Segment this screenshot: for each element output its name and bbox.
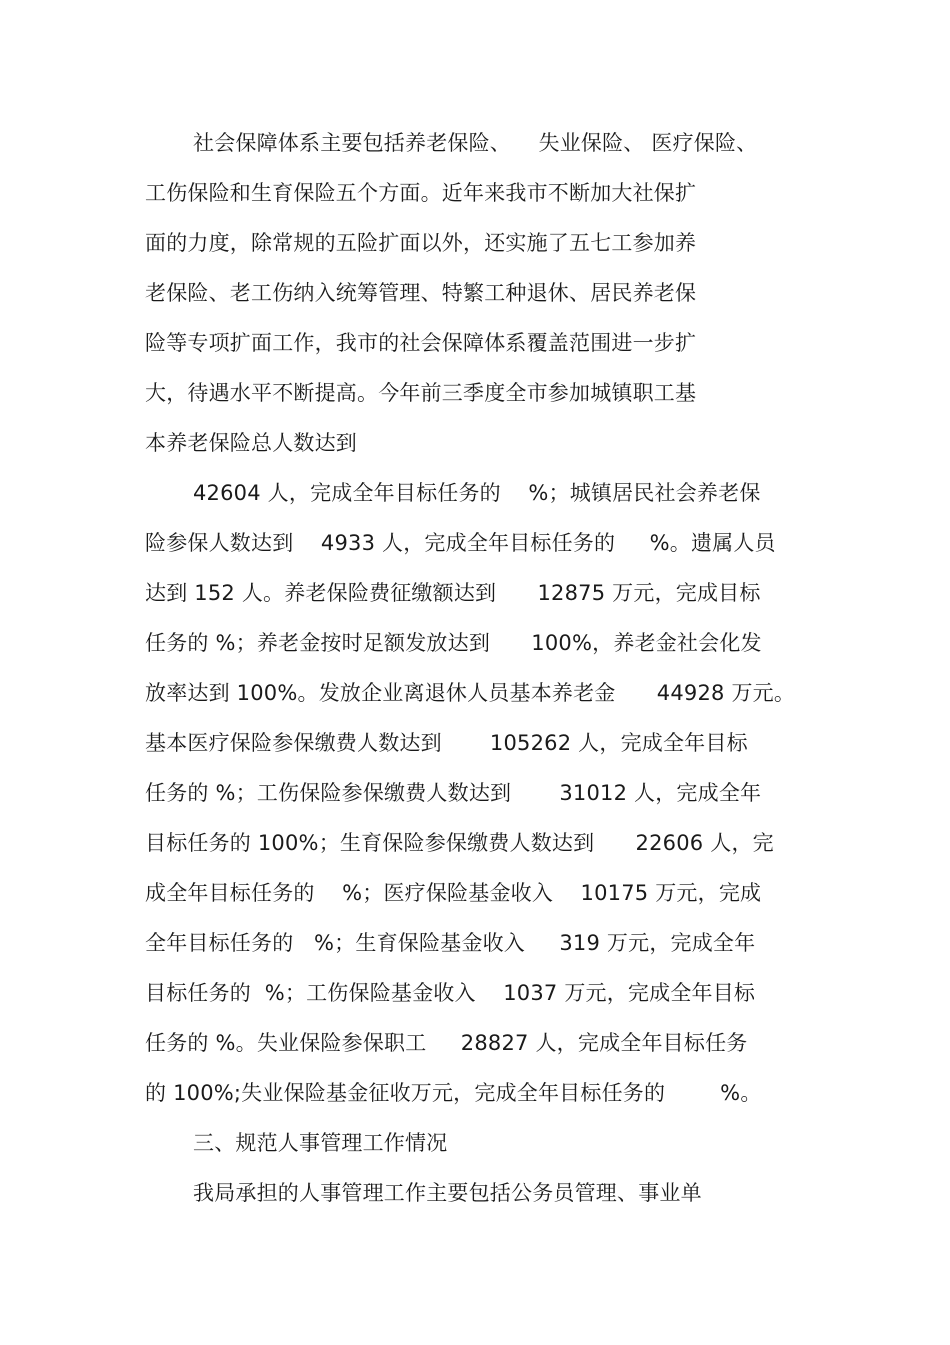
paragraph-line: 目标任务的 %；工伤保险基金收入 1037 万元，完成全年目标 [145, 981, 756, 1005]
paragraph-line: 大，待遇水平不断提高。今年前三季度全市参加城镇职工基 [145, 381, 697, 405]
paragraph-line: 险等专项扩面工作，我市的社会保障体系覆盖范围进一步扩 [145, 331, 697, 355]
paragraph-line: 本养老保险总人数达到 [145, 431, 357, 455]
paragraph-line: 成全年目标任务的 %；医疗保险基金收入 10175 万元，完成 [145, 881, 762, 905]
paragraph-line: 目标任务的 100%；生育保险参保缴费人数达到 22606 人，完 [145, 831, 774, 855]
paragraph-line: 险参保人数达到 4933 人，完成全年目标任务的 %。遗属人员 [145, 531, 776, 555]
paragraph-line: 社会保障体系主要包括养老保险、 失业保险、 医疗保险、 [193, 131, 758, 155]
paragraph-line: 老保险、老工伤纳入统筹管理、特繁工种退休、居民养老保 [145, 281, 697, 305]
paragraph-line: 42604 人，完成全年目标任务的 %；城镇居民社会养老保 [193, 481, 761, 505]
paragraph-line: 放率达到 100%。发放企业离退休人员基本养老金 44928 万元。 [145, 681, 796, 705]
paragraph-line: 面的力度，除常规的五险扩面以外，还实施了五七工参加养 [145, 231, 697, 255]
paragraph-line: 工伤保险和生育保险五个方面。近年来我市不断加大社保扩 [145, 181, 697, 205]
paragraph-line: 任务的 %。失业保险参保职工 28827 人，完成全年目标任务 [145, 1031, 748, 1055]
paragraph-line: 的 100%;失业保险基金征收万元，完成全年目标任务的 %。 [145, 1081, 762, 1105]
paragraph-line: 全年目标任务的 %；生育保险基金收入 319 万元，完成全年 [145, 931, 756, 955]
section-heading: 三、规范人事管理工作情况 [193, 1131, 448, 1155]
paragraph-line: 达到 152 人。养老保险费征缴额达到 12875 万元，完成目标 [145, 581, 761, 605]
paragraph-line: 任务的 %；工伤保险参保缴费人数达到 31012 人，完成全年 [145, 781, 762, 805]
paragraph-line: 任务的 %；养老金按时足额发放达到 100%，养老金社会化发 [145, 631, 762, 655]
paragraph-line: 基本医疗保险参保缴费人数达到 105262 人，完成全年目标 [145, 731, 748, 755]
paragraph-line: 我局承担的人事管理工作主要包括公务员管理、事业单 [193, 1181, 702, 1205]
